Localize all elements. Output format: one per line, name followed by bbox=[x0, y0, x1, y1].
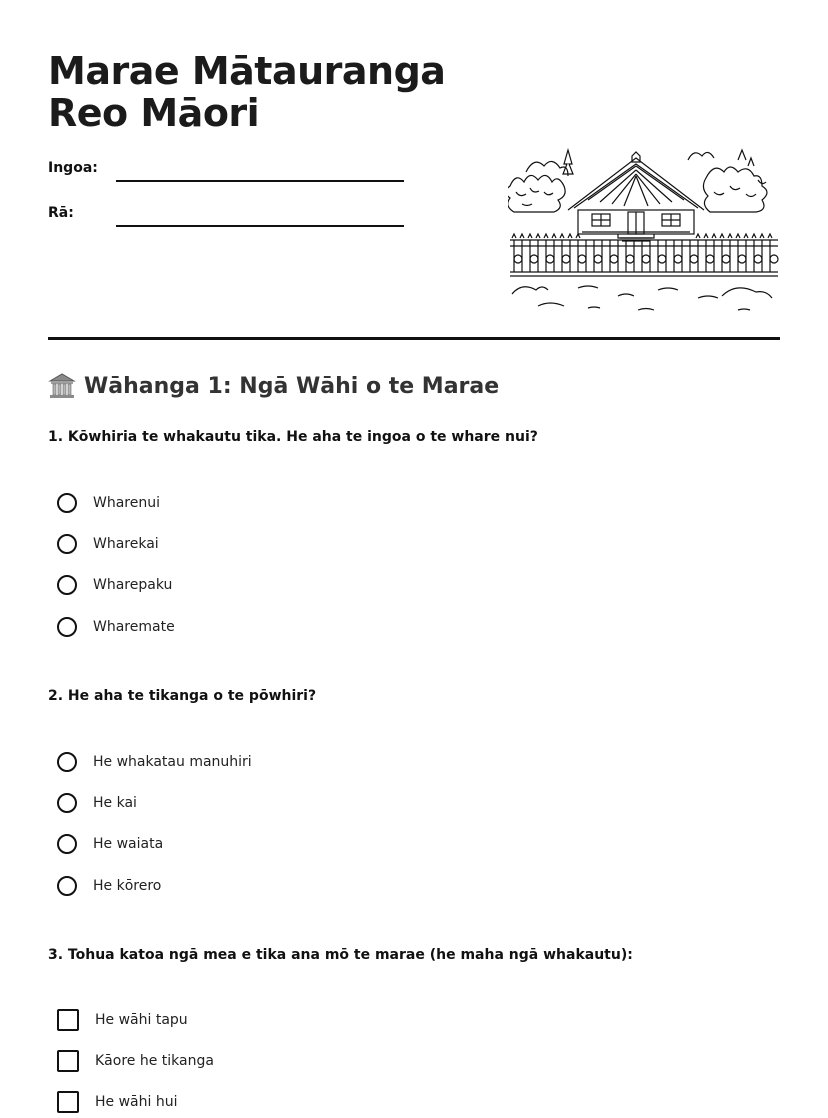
option-label: He wāhi hui bbox=[95, 1094, 178, 1110]
q1-option-3[interactable] bbox=[57, 572, 172, 598]
q2-option-4[interactable] bbox=[57, 873, 161, 899]
marae-illustration bbox=[508, 146, 780, 318]
option-label: He wāhi tapu bbox=[95, 1012, 188, 1028]
classical-building-icon bbox=[48, 372, 76, 400]
q3-option-2[interactable] bbox=[57, 1048, 214, 1074]
name-label: Ingoa: bbox=[48, 160, 98, 176]
q2-option-2[interactable] bbox=[57, 790, 137, 816]
option-label: Wharenui bbox=[93, 495, 160, 511]
section-1-title: Wāhanga 1: Ngā Wāhi o te Marae bbox=[84, 373, 500, 399]
radio-button[interactable] bbox=[57, 876, 77, 896]
option-label: Wharepaku bbox=[93, 577, 173, 593]
option-label: Kāore he tikanga bbox=[95, 1053, 214, 1069]
option-label: He kōrero bbox=[93, 878, 162, 894]
section-1-heading bbox=[48, 372, 499, 400]
q2-option-1[interactable] bbox=[57, 749, 252, 775]
date-label: Rā: bbox=[48, 205, 74, 221]
q3-option-1[interactable] bbox=[57, 1007, 188, 1033]
checkbox[interactable] bbox=[57, 1091, 79, 1113]
q1-option-2[interactable] bbox=[57, 531, 159, 557]
question-1: 1. Kōwhiria te whakautu tika. He aha te ingoa o te whare nui? bbox=[48, 429, 538, 445]
checkbox[interactable] bbox=[57, 1009, 79, 1031]
q1-option-4[interactable] bbox=[57, 614, 175, 640]
radio-button[interactable] bbox=[57, 534, 77, 554]
radio-button[interactable] bbox=[57, 493, 77, 513]
checkbox[interactable] bbox=[57, 1050, 79, 1072]
option-label: He kai bbox=[93, 795, 137, 811]
q2-option-3[interactable] bbox=[57, 831, 163, 857]
page-title: Marae Mātauranga Reo Māori bbox=[48, 49, 446, 135]
date-field[interactable] bbox=[116, 225, 404, 227]
q1-option-1[interactable] bbox=[57, 490, 160, 516]
option-label: He waiata bbox=[93, 836, 164, 852]
option-label: He whakatau manuhiri bbox=[93, 754, 252, 770]
option-label: Wharemate bbox=[93, 619, 175, 635]
radio-button[interactable] bbox=[57, 575, 77, 595]
option-label: Wharekai bbox=[93, 536, 159, 552]
radio-button[interactable] bbox=[57, 617, 77, 637]
header-divider bbox=[48, 337, 780, 340]
radio-button[interactable] bbox=[57, 834, 77, 854]
q3-option-3[interactable] bbox=[57, 1089, 177, 1115]
radio-button[interactable] bbox=[57, 752, 77, 772]
radio-button[interactable] bbox=[57, 793, 77, 813]
question-2: 2. He aha te tikanga o te pōwhiri? bbox=[48, 688, 317, 704]
name-field[interactable] bbox=[116, 180, 404, 182]
question-3: 3. Tohua katoa ngā mea e tika ana mō te marae (he maha ngā whakautu): bbox=[48, 947, 633, 963]
